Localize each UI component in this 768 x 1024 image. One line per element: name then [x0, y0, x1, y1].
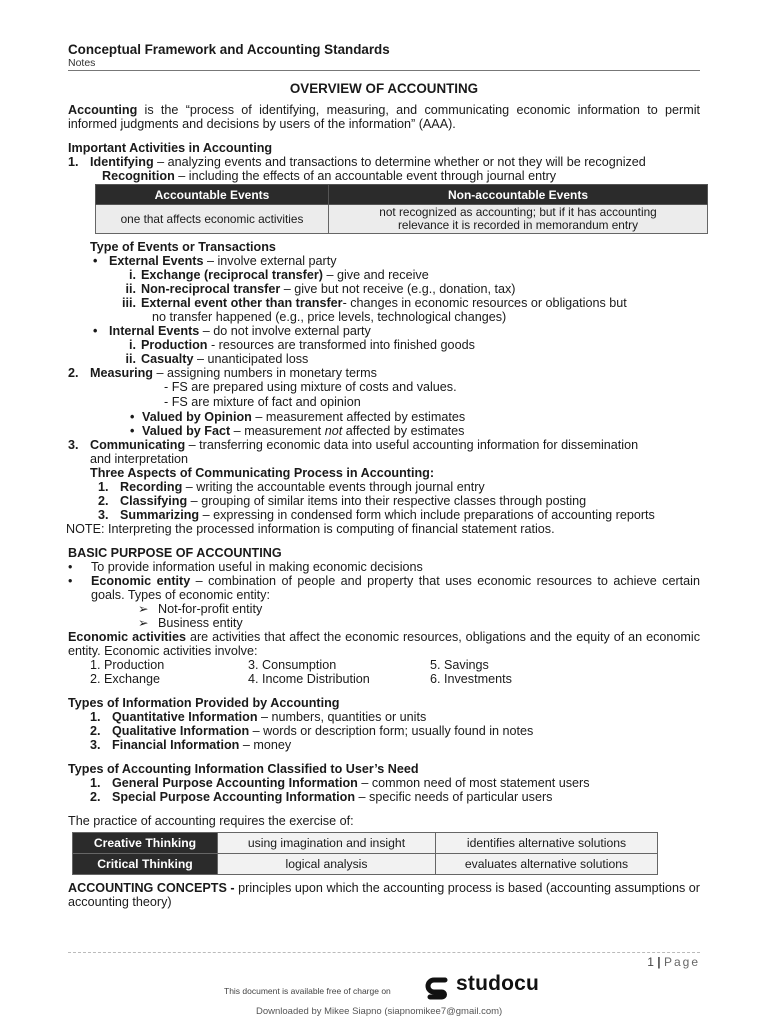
- econ-activity-item: 3. Consumption: [248, 658, 337, 672]
- events-cell-accountable: one that affects economic activities: [96, 205, 329, 234]
- header-rule: [68, 70, 700, 71]
- events-header-nonaccountable: Non-accountable Events: [329, 185, 708, 205]
- thinking-method-cell: logical analysis: [218, 854, 436, 875]
- measuring-item: 2. Measuring – assigning numbers in monetary terms: [68, 366, 377, 380]
- activities-heading: Important Activities in Accounting: [68, 141, 273, 155]
- econ-activity-item: 1. Production: [90, 658, 165, 672]
- aspect-3: 3. Summarizing – expressing in condensed form which include preparations of accounting reports: [98, 508, 655, 522]
- aspect-1: 1. Recording – writing the accountable events through journal entry: [98, 480, 485, 494]
- thinking-table: [72, 832, 658, 875]
- footer-rule: [68, 952, 700, 953]
- table-row: [73, 833, 658, 854]
- purpose-bullet-2: • Economic entity – combination of people and property that uses economic resources to achieve certain goals. Types of economic entity:: [68, 574, 700, 602]
- recognition-item: Recognition – including the effects of an accountable event through journal entry: [102, 169, 557, 183]
- header-subtitle: Notes: [68, 57, 96, 69]
- events-cell-nonaccountable: not recognized as accounting; but if it has accounting relevance it is recorded in memorandum entry: [329, 205, 708, 234]
- communicating-item: 3. Communicating – transferring economic data into useful accounting information for dissemination: [68, 438, 639, 452]
- internal-events-item: • Internal Events – do not involve external party: [93, 324, 371, 338]
- studocu-free-text: This document is available free of charge on: [224, 986, 391, 996]
- intro-paragraph: [68, 103, 700, 131]
- intro-text: is the “process of identifying, measuring, and communicating economic information to permit informed judgments and decisions by users of the information” (AAA).: [68, 103, 700, 131]
- entity-type-2: ➢ Business entity: [138, 616, 243, 630]
- external-item-2: ii. Non-reciprocal transfer – give but not receive (e.g., donation, tax): [125, 282, 516, 296]
- user-need-1: 1. General Purpose Accounting Information – common need of most statement users: [90, 776, 590, 790]
- info-type-3: 3. Financial Information – money: [90, 738, 292, 752]
- note-line: NOTE: Interpreting the processed information is computing of financial statement ratios.: [66, 522, 555, 536]
- external-item-3: iii. External event other than transfer- changes in economic resources or obligations but: [122, 296, 627, 310]
- measuring-note-2: - FS are mixture of fact and opinion: [164, 395, 361, 409]
- thinking-type-cell: Creative Thinking: [73, 833, 218, 854]
- thinking-outcome-cell: identifies alternative solutions: [436, 833, 658, 854]
- purpose-bullet-1: • To provide information useful in making economic decisions: [68, 560, 423, 574]
- valued-opinion-item: • Valued by Opinion – measurement affected by estimates: [130, 410, 466, 424]
- valued-fact-item: • Valued by Fact – measurement not affected by estimates: [130, 424, 465, 438]
- communicating-cont: and interpretation: [90, 452, 189, 466]
- events-table: [95, 184, 708, 234]
- econ-activity-item: 6. Investments: [430, 672, 512, 686]
- user-needs-heading: Types of Accounting Information Classified to User’s Need: [68, 762, 419, 776]
- page-number: 1 | Page: [647, 955, 700, 969]
- info-type-1: 1. Quantitative Information – numbers, quantities or units: [90, 710, 427, 724]
- internal-item-1: i. Production - resources are transformed into finished goods: [129, 338, 475, 352]
- econ-activity-item: 2. Exchange: [90, 672, 161, 686]
- document-page: [68, 42, 700, 909]
- econ-activity-item: 4. Income Distribution: [248, 672, 370, 686]
- econ-activities-paragraph: Economic activities are activities that affect the economic resources, obligations and the equity of an economic entity. Economic activities involve:: [68, 630, 700, 658]
- purpose-heading: BASIC PURPOSE OF ACCOUNTING: [68, 546, 282, 560]
- thinking-type-cell: Critical Thinking: [73, 854, 218, 875]
- info-type-2: 2. Qualitative Information – words or description form; usually found in notes: [90, 724, 534, 738]
- practice-intro: The practice of accounting requires the exercise of:: [68, 814, 354, 828]
- internal-item-2: ii. Casualty – unanticipated loss: [125, 352, 309, 366]
- external-item-3-cont: no transfer happened (e.g., price levels, technological changes): [152, 310, 507, 324]
- entity-type-1: ➢ Not-for-profit entity: [138, 602, 263, 616]
- aspects-heading: Three Aspects of Communicating Process in Accounting:: [90, 466, 435, 480]
- external-events-item: • External Events – involve external party: [93, 254, 337, 268]
- econ-activity-item: 5. Savings: [430, 658, 489, 672]
- info-types-heading: Types of Information Provided by Accounting: [68, 696, 340, 710]
- studocu-logo-icon: [424, 976, 452, 1004]
- measuring-note-1: - FS are prepared using mixture of costs and values.: [164, 380, 457, 394]
- events-header-accountable: Accountable Events: [96, 185, 329, 205]
- downloaded-by-text: Downloaded by Mikee Siapno (siapnomikee7@gmail.com): [256, 1006, 503, 1017]
- thinking-outcome-cell: evaluates alternative solutions: [436, 854, 658, 875]
- doc-header: [68, 42, 700, 71]
- intro-term: Accounting: [68, 103, 138, 117]
- econ-activity-list: [68, 658, 700, 686]
- studocu-brand[interactable]: studocu: [456, 972, 540, 995]
- thinking-method-cell: using imagination and insight: [218, 833, 436, 854]
- identifying-item: 1. Identifying – analyzing events and transactions to determine whether or not they will be recognized: [68, 155, 646, 169]
- user-need-2: 2. Special Purpose Accounting Information – specific needs of particular users: [90, 790, 553, 804]
- identifying-term: Identifying: [90, 155, 154, 169]
- external-item-1: i. Exchange (reciprocal transfer) – give and receive: [129, 268, 429, 282]
- types-heading: Type of Events or Transactions: [90, 240, 276, 254]
- header-title: Conceptual Framework and Accounting Standards: [68, 42, 390, 57]
- aspect-2: 2. Classifying – grouping of similar items into their respective classes through posting: [98, 494, 587, 508]
- table-row: [73, 854, 658, 875]
- document-title: OVERVIEW OF ACCOUNTING: [289, 81, 479, 96]
- concepts-paragraph: ACCOUNTING CONCEPTS - principles upon which the accounting process is based (accounting assumptions or accounting theory): [68, 881, 700, 909]
